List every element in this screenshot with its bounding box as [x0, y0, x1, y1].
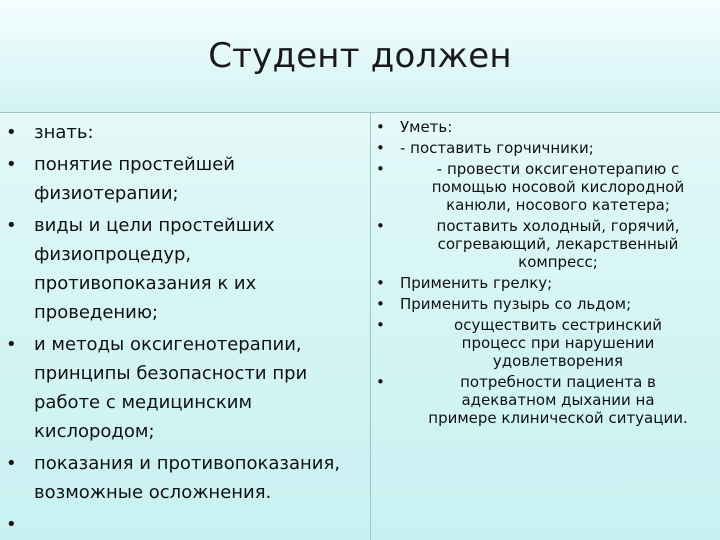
right-list-item [376, 160, 716, 214]
right-list-item [376, 373, 716, 427]
bullet-icon: • [6, 215, 17, 236]
right-list-item [376, 295, 716, 313]
right-item-text: - поставить горчичники; [400, 139, 594, 157]
bullet-icon: • [376, 139, 385, 157]
right-list-item [376, 274, 716, 292]
right-item-text: поставить холодный, горячий, согревающий, лекарственный компресс; [436, 217, 680, 271]
bullet-icon: • [376, 118, 385, 136]
bullet-icon: • [6, 154, 17, 175]
bullet-icon: • [6, 334, 17, 355]
right-item-text: - провести оксигенотерапию с помощью носовой кислородной канюли, носового катетера; [431, 160, 685, 214]
left-list-item [6, 211, 366, 327]
right-item-text: Применить грелку; [400, 274, 553, 292]
right-item-text: осуществить сестринский процесс при нарушении удовлетворения [454, 316, 662, 370]
right-item-text: потребности пациента в адекватном дыхании на примере клинической ситуации. [428, 373, 688, 427]
right-list-item [376, 316, 716, 370]
left-item-text: понятие простейшей физиотерапии; [34, 154, 235, 204]
bullet-icon: • [6, 122, 17, 143]
right-column [376, 118, 716, 430]
right-list-item [376, 217, 716, 271]
right-bullet-list [376, 118, 716, 427]
left-bullet-list [6, 118, 366, 535]
right-list-item [376, 139, 716, 157]
left-list-item [6, 150, 366, 208]
left-item-text: и методы оксигенотерапии, принципы безопасности при работе с медицинским кислородом; [34, 334, 308, 442]
right-item-text: Уметь: [400, 118, 453, 136]
bullet-icon: • [376, 295, 385, 313]
left-item-text: знать: [34, 122, 94, 143]
left-item-text: виды и цели простейших физиопроцедур, противопоказания к их проведению; [34, 215, 275, 323]
left-list-item [6, 118, 366, 147]
bullet-icon: • [376, 373, 385, 391]
bullet-icon: • [6, 514, 17, 535]
bullet-icon: • [6, 453, 17, 474]
left-item-text: показания и противопоказания, возможные осложнения. [34, 453, 341, 503]
bullet-icon: • [376, 274, 385, 292]
slide-title: Студент должен [208, 36, 512, 76]
right-list-item [376, 118, 716, 136]
left-list-item [6, 449, 366, 507]
title-band [0, 0, 720, 113]
left-column [6, 118, 366, 535]
bullet-icon: • [376, 217, 385, 235]
bullet-icon: • [376, 160, 385, 178]
bullet-icon: • [376, 316, 385, 334]
column-divider [370, 112, 371, 540]
left-list-item [6, 330, 366, 446]
right-item-text: Применить пузырь со льдом; [400, 295, 632, 313]
